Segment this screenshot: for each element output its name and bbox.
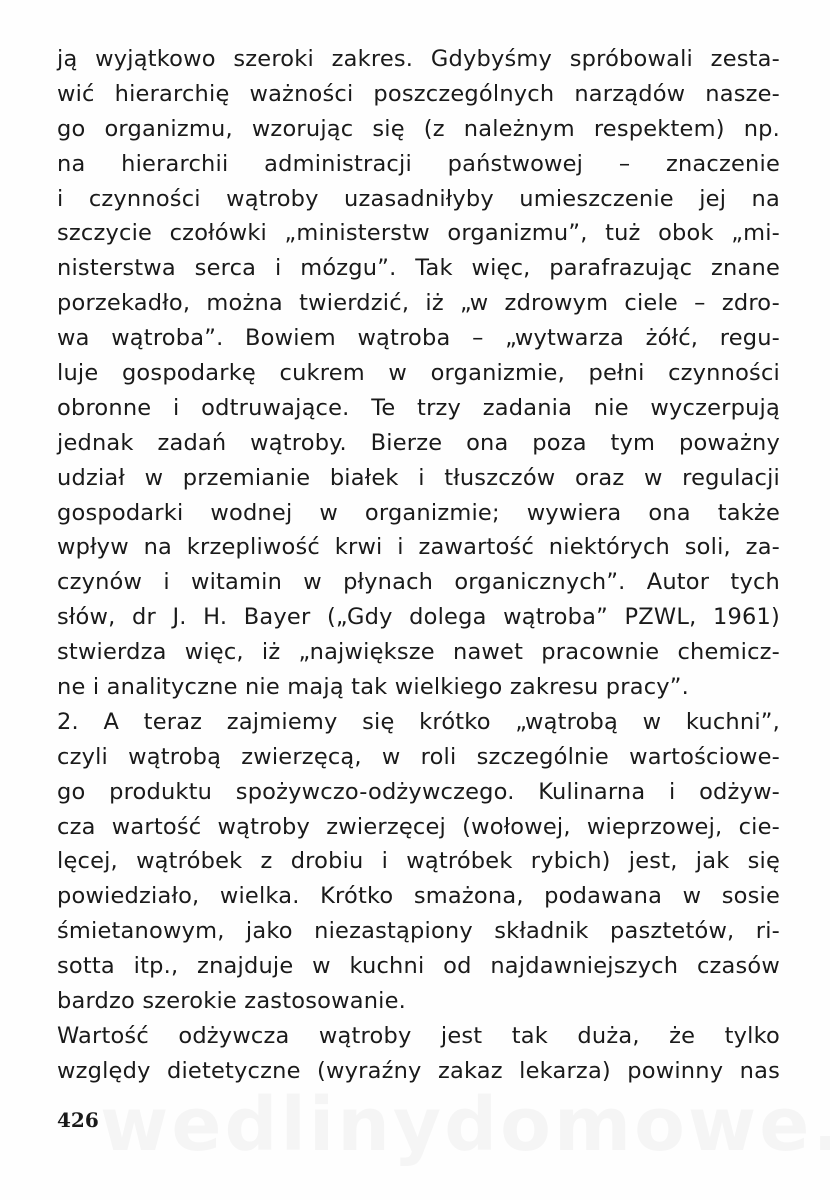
text-line: obronne i odtruwające. Te trzy zadania nie wyczerpują xyxy=(57,394,780,421)
text-line: powiedziało, wielka. Krótko smażona, podawana w sosie xyxy=(57,883,780,910)
text-line: 2. A teraz zajmiemy się krótko „wątrobą w kuchni”, xyxy=(57,708,780,735)
text-line: wa wątroba”. Bowiem wątroba – „wytwarza żółć, regu- xyxy=(57,325,780,352)
text-line: śmietanowym, jako niezastąpiony składnik pasztetów, ri- xyxy=(57,918,780,945)
text-line: szczycie czołówki „ministerstw organizmu”, tuż obok „mi- xyxy=(57,220,780,247)
text-line: Wartość odżywcza wątroby jest tak duża, że tylko xyxy=(57,1022,780,1049)
watermark-text xyxy=(100,1082,740,1168)
text-line: wpływ na krzepliwość krwi i zawartość niektórych soli, za- xyxy=(57,534,780,561)
text-line: jednak zadań wątroby. Bierze ona poza tym poważny xyxy=(57,429,780,456)
text-line: cza wartość wątroby zwierzęcej (wołowej, wieprzowej, cie- xyxy=(57,813,780,840)
text-line: sotta itp., znajduje w kuchni od najdawniejszych czasów xyxy=(57,953,780,980)
text-line: czynów i witamin w płynach organicznych”. Autor tych xyxy=(57,569,780,596)
text-line: ją wyjątkowo szeroki zakres. Gdybyśmy spróbowali zesta- xyxy=(57,46,780,72)
body-text xyxy=(57,42,780,1089)
text-line: go produktu spożywczo-odżywczego. Kulinarna i odżyw- xyxy=(57,778,780,805)
text-line: słów, dr J. H. Bayer („Gdy dolega wątroba” PZWL, 1961) xyxy=(57,604,780,631)
text-line: go organizmu, wzorując się (z należnym respektem) np. xyxy=(57,115,780,142)
text-line: lęcej, wątróbek z drobiu i wątróbek rybich) jest, jak się xyxy=(57,848,780,875)
text-line: na hierarchii administracji państwowej – znaczenie xyxy=(57,150,780,177)
text-line: bardzo szerokie zastosowanie. xyxy=(57,988,407,1015)
text-line: ne i analityczne nie mają tak wielkiego zakresu pracy”. xyxy=(57,674,690,701)
text-line: gospodarki wodnej w organizmie; wywiera ona także xyxy=(57,499,780,526)
page-number: 426 xyxy=(57,1108,99,1132)
text-line: względy dietetyczne (wyraźny zakaz lekarza) powinny nas xyxy=(57,1057,780,1084)
text-line: i czynności wątroby uzasadniłyby umieszczenie jej na xyxy=(57,185,780,212)
text-line: wić hierarchię ważności poszczególnych narządów nasze- xyxy=(57,80,780,107)
text-line: stwierdza więc, iż „największe nawet pracownie chemicz- xyxy=(57,639,780,666)
text-line: luje gospodarkę cukrem w organizmie, pełni czynności xyxy=(57,360,780,387)
text-line: czyli wątrobą zwierzęcą, w roli szczególnie wartościowe- xyxy=(57,743,780,770)
text-line: nisterstwa serca i mózgu”. Tak więc, parafrazując znane xyxy=(57,255,780,282)
text-line: udział w przemianie białek i tłuszczów oraz w regulacji xyxy=(57,464,780,491)
text-line: porzekadło, można twierdzić, iż „w zdrowym ciele – zdro- xyxy=(57,290,780,317)
